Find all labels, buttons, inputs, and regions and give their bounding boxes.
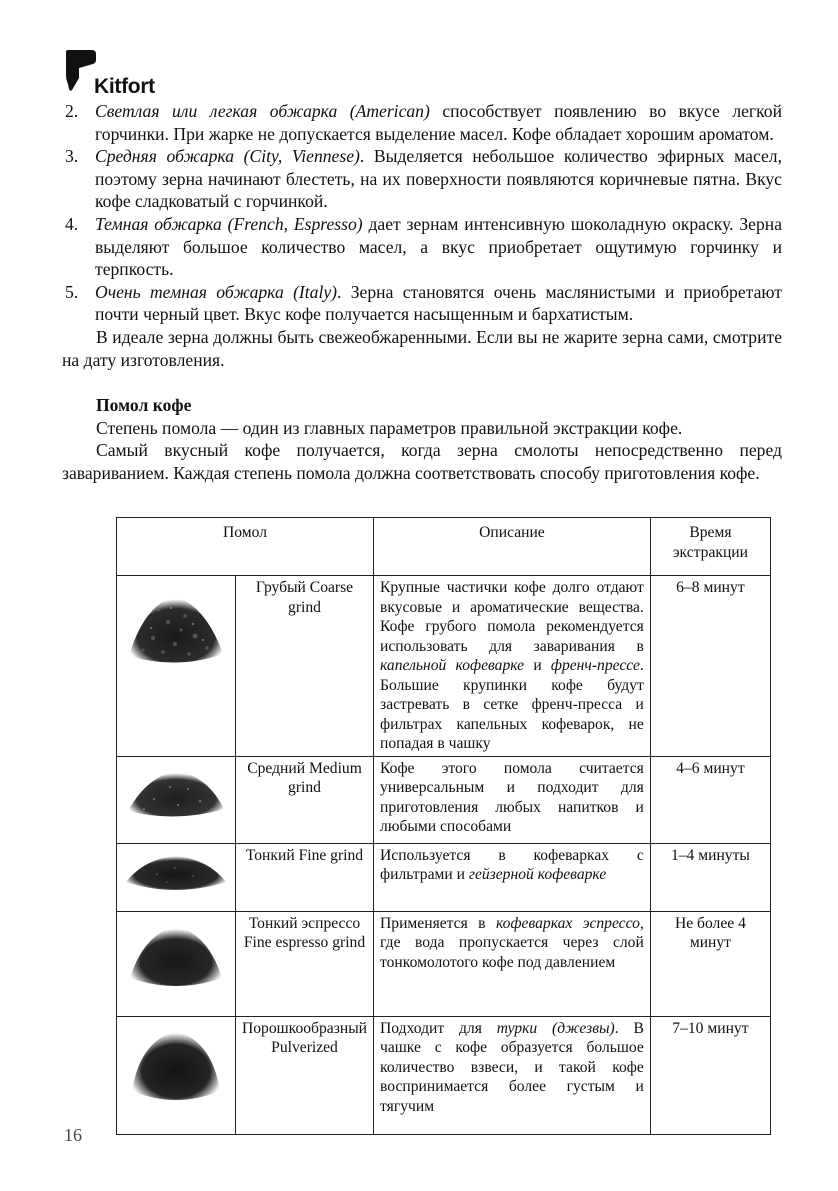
header-time: Время экстракции <box>650 518 770 576</box>
page-number: 16 <box>64 1125 82 1145</box>
roast-list <box>62 100 782 326</box>
kitfort-logo <box>66 50 186 100</box>
paragraph: Степень помола — один из главных параметров правильной экстракции кофе. <box>96 417 683 438</box>
page-content <box>62 100 782 485</box>
extraction-time: 4–6 минут <box>650 756 770 843</box>
extraction-time: 6–8 минут <box>650 576 770 757</box>
coarse-coffee-grounds-image <box>117 576 236 757</box>
roast-title: Очень темная обжарка (Italy) <box>95 281 338 302</box>
extraction-time: Не более 4 минут <box>650 911 770 1016</box>
roast-text: . Выделяется небольшое количество эфирных масел, поэтому зерна начинают блестеть, на их поверхности появляются коричневые пятна. Вкус кофе сладковатый с горчинкой. <box>95 146 782 212</box>
paragraph: Самый вкусный кофе получается, когда зерна смолоты непосредственно перед завариванием. Каждая степень помола должна соответствовать способу приготовления кофе. <box>62 440 782 483</box>
kitfort-logo-icon <box>66 50 96 92</box>
roast-text: способствует появлению во вкусе легкой горчинки. При жарке не допускается выделение масел. Кофе обладает хорошим ароматом. <box>95 101 782 144</box>
section-heading: Помол кофе <box>96 395 192 416</box>
grind-name: Грубый Coarse grind <box>236 576 374 757</box>
grind-description: Подходит для турки (джезвы). В чашке с кофе образуется большое количество взвеси, и такой кофе воспринимается более густым и тягучим <box>374 1016 651 1134</box>
roast-number: 5. <box>65 281 79 302</box>
fine-coffee-grounds-image <box>117 843 236 911</box>
roast-title: Светлая или легкая обжарка (American) <box>95 101 430 121</box>
medium-coffee-grounds-image <box>117 756 236 843</box>
roast-title: Средняя обжарка (City, Viennese) <box>95 146 360 167</box>
fine-espresso-coffee-grounds-image <box>117 911 236 1016</box>
grind-description: Крупные частички кофе долго отдают вкусовые и ароматические вещества. Кофе грубого помола рекомендуется использовать для заваривания в капельной кофеварке и френч-прессе. Большие крупинки кофе будут застревать в сетке френч-пресса и фильтрах капельных кофеварок, не попадая в чашку <box>374 576 651 757</box>
header-description: Описание <box>374 518 651 576</box>
table-row <box>117 1016 771 1134</box>
roast-text: . Зерна становятся очень маслянистыми и приобретают почти черный цвет. Вкус кофе получается насыщенным и бархатистым. <box>95 281 782 325</box>
extraction-time: 1–4 минуты <box>650 843 770 911</box>
grind-name: Тонкий Fine grind <box>236 843 374 911</box>
roast-text: дает зернам интенсивную шоколадную окраску. Зерна выделяют большое количество масел, а вкус приобретает ощутимую горчинку и терпкость. <box>95 213 783 280</box>
roast-item <box>62 281 782 326</box>
roast-number: 2. <box>65 101 79 121</box>
grind-name: Средний Medium grind <box>236 756 374 843</box>
extraction-time: 7–10 минут <box>650 1016 770 1134</box>
grind-table <box>116 517 771 1135</box>
roast-note: В идеале зерна должны быть свежеобжаренными. Если вы не жарите зерна сами, смотрите на дату изготовления. <box>62 326 782 370</box>
roast-item <box>62 100 782 145</box>
header-grind: Помол <box>117 518 374 576</box>
roast-item <box>62 213 782 281</box>
roast-number: 4. <box>65 213 79 234</box>
table-header-row <box>117 518 771 576</box>
brand-name: Kitfort <box>94 75 155 98</box>
grind-description: Кофе этого помола считается универсальным и подходит для приготовления любых напитков и любыми способами <box>374 756 651 843</box>
grind-name: Порошкообразный Pulverized <box>236 1016 374 1134</box>
table-row <box>117 576 771 757</box>
grind-name: Тонкий эспрессо Fine espresso grind <box>236 911 374 1016</box>
roast-title: Темная обжарка (French, Espresso) <box>95 213 363 234</box>
roast-number: 3. <box>65 146 79 167</box>
table-row <box>117 843 771 911</box>
pulverized-coffee-grounds-image <box>117 1016 236 1134</box>
roast-item <box>62 145 782 213</box>
table-row <box>117 756 771 843</box>
grind-description: Применяется в кофеварках эспрессо, где вода пропускается через слой тонкомолотого кофе под давлением <box>374 911 651 1016</box>
grind-description: Используется в кофеварках с фильтрами и гейзерной кофеварке <box>374 843 651 911</box>
table-row <box>117 911 771 1016</box>
